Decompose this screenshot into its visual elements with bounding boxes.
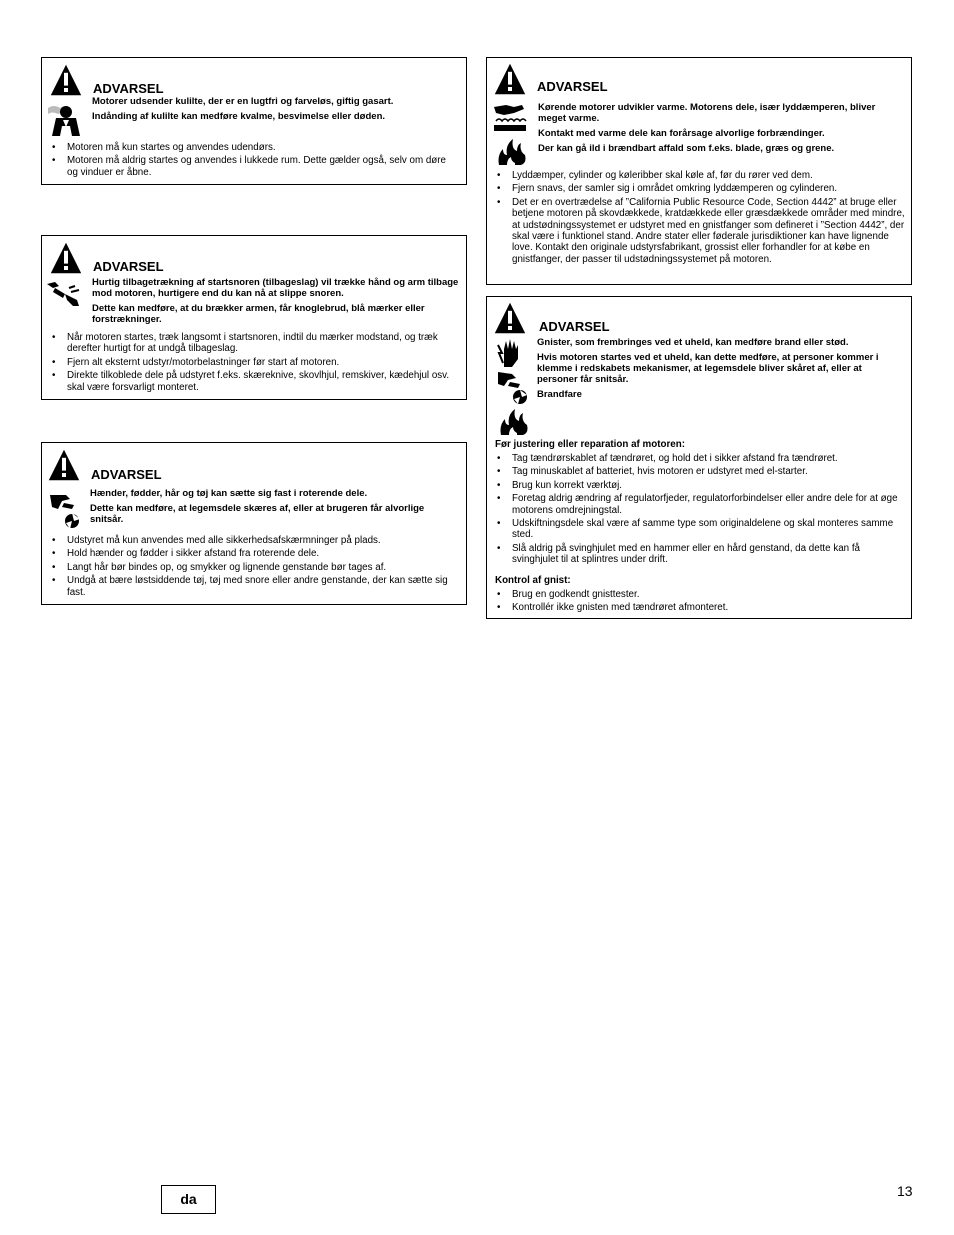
hazard-line: Brandfare [537, 389, 582, 400]
hazard-line: Hvis motoren startes ved et uheld, kan dette medføre, at personer kommer i klemme i redskabets mekanismer, at legemsdele bliver skåret af, eller at personer får snitsår. [537, 352, 879, 385]
list-item: • Brug en godkendt gnisttester. [496, 589, 906, 600]
list-item: • Slå aldrig på svinghjulet med en hammer eller en hård genstand, da dette kan få svinghjulet til at splintres under drift. [496, 543, 906, 566]
hazard-line: Hænder, fødder, hår og tøj kan sætte sig fast i roterende dele. [90, 488, 368, 499]
warning-triangle-icon [492, 302, 528, 334]
fire-icon [495, 137, 527, 167]
hazard-line: Dette kan medføre, at du brækker armen, får knoglebrud, blå mærker eller forstrækninger. [92, 303, 425, 325]
list-item: • Når motoren startes, træk langsomt i startsnoren, indtil du mærker modstand, og træk derefter hurtigt for at undgå tilbageslag. [51, 332, 461, 355]
hazard-line: Der kan gå ild i brændbart affald som f.eks. blade, græs og grene. [538, 143, 835, 154]
box-heading: ADVARSEL [93, 259, 164, 274]
hazard-line: Kørende motorer udvikler varme. Motorens dele, især lyddæmperen, bliver meget varme. [538, 102, 876, 124]
list-item: • Direkte tilkoblede dele på udstyret f.eks. skæreknive, skovlhjul, remskiver, kædehjul osv. skal være forsvarligt monteret. [51, 370, 461, 393]
hazard-line: Hurtig tilbagetrækning af startsnoren (tilbageslag) vil trække hånd og arm tilbage mod motoren, hurtigere end du kan nå at slippe snoren. [92, 277, 459, 299]
kickback-hand-icon [45, 280, 83, 308]
page-number: 13 [897, 1183, 913, 1199]
warning-box-hot-surfaces [486, 57, 912, 285]
fire-icon [497, 407, 529, 437]
instruction-list [51, 535, 461, 600]
warning-box-kickback [41, 235, 467, 400]
hazard-description [92, 277, 462, 329]
warning-box-carbon-monoxide [41, 57, 467, 185]
warning-triangle-icon [492, 63, 528, 95]
list-item: • Fjern snavs, der samler sig i området omkring lyddæmperen og cylinderen. [496, 183, 906, 194]
list-item: • Foretag aldrig ændring af regulatorfjeder, regulatorforbindelser eller andre dele for at øge motorens omdrejningstal. [496, 493, 906, 516]
list-item: • Hold hænder og fødder i sikker afstand fra roterende dele. [51, 548, 461, 559]
instruction-list [51, 142, 456, 180]
hazard-line: Indånding af kulilte kan medføre kvalme, besvimelse eller døden. [92, 111, 386, 122]
box-heading: ADVARSEL [537, 79, 608, 94]
hot-surface-hand-icon [492, 101, 528, 133]
list-item: • Brug kun korrekt værktøj. [496, 480, 906, 491]
list-item: • Motoren må aldrig startes og anvendes i lukkede rum. Dette gælder også, selv om døre og vinduer er åbne. [51, 155, 456, 178]
instruction-list [496, 170, 906, 267]
warning-triangle-icon [46, 449, 82, 481]
language-code-box: da [161, 1185, 216, 1214]
electric-shock-hand-icon [496, 335, 526, 369]
rotating-parts-hand-icon [48, 491, 84, 531]
toxic-gas-person-icon [46, 102, 86, 138]
box-heading: ADVARSEL [93, 81, 164, 96]
list-item: • Motoren må kun startes og anvendes udendørs. [51, 142, 456, 153]
hazard-line: Motorer udsender kulilte, der er en lugtfri og farveløs, giftig gasart. [92, 96, 394, 107]
warning-triangle-icon [48, 242, 84, 274]
list-item: • Udskiftningsdele skal være af samme type som originaldelene og skal monteres samme sted. [496, 518, 906, 541]
entanglement-hand-icon [496, 370, 530, 406]
box-heading: ADVARSEL [91, 467, 162, 482]
section-subheading: Kontrol af gnist: [495, 575, 571, 586]
section-subheading: Før justering eller reparation af motoren: [495, 439, 685, 450]
list-item: • Kontrollér ikke gnisten med tændrøret afmonteret. [496, 602, 906, 613]
list-item: • Tag tændrørskablet af tændrøret, og hold det i sikker afstand fra tændrøret. [496, 453, 906, 464]
instruction-list [496, 589, 906, 616]
hazard-description [538, 102, 903, 158]
list-item: • Lyddæmper, cylinder og køleribber skal køle af, før du rører ved dem. [496, 170, 906, 181]
hazard-line: Kontakt med varme dele kan forårsage alvorlige forbrændinger. [538, 128, 825, 139]
list-item: • Undgå at bære løstsiddende tøj, tøj med snore eller andre genstande, der kan sætte sig fast. [51, 575, 461, 598]
instruction-list [496, 453, 906, 568]
hazard-line: Gnister, som frembringes ved et uheld, kan medføre brand eller stød. [537, 337, 849, 348]
hazard-description [537, 337, 902, 404]
list-item: • Langt hår bør bindes op, og smykker og lignende genstande bør tages af. [51, 562, 461, 573]
warning-box-rotating-parts [41, 442, 467, 605]
hazard-line: Dette kan medføre, at legemsdele skæres af, eller at brugeren får alvorlige snitsår. [90, 503, 425, 525]
warning-triangle-icon [48, 64, 84, 96]
list-item: • Fjern alt eksternt udstyr/motorbelastninger før start af motoren. [51, 357, 461, 368]
instruction-list [51, 332, 461, 395]
box-heading: ADVARSEL [539, 319, 610, 334]
warning-box-sparks [486, 296, 912, 619]
list-item: • Tag minuskablet af batteriet, hvis motoren er udstyret med el-starter. [496, 466, 906, 477]
hazard-description [92, 96, 462, 126]
hazard-description [90, 488, 460, 529]
list-item: • Udstyret må kun anvendes med alle sikkerhedsafskærmninger på plads. [51, 535, 461, 546]
list-item: • Det er en overtrædelse af ”California Public Resource Code, Section 4442” at bruge eller betjene motoren på skovdækkede, kratdækkede eller græsdækkede områder med mindre, at udstødningssystemet er udstyret med en gnistfanger som defineret i ”Section 4442”, der skal være i funktionel stand. Andre stater eller føderale jurisdiktioner kan have lignende love. Kontakt den originale udstyrsfabrikant, grossist eller forhandler for at købe en gnistfanger, der passer til udstødningssystemet på motoren. [496, 197, 906, 265]
